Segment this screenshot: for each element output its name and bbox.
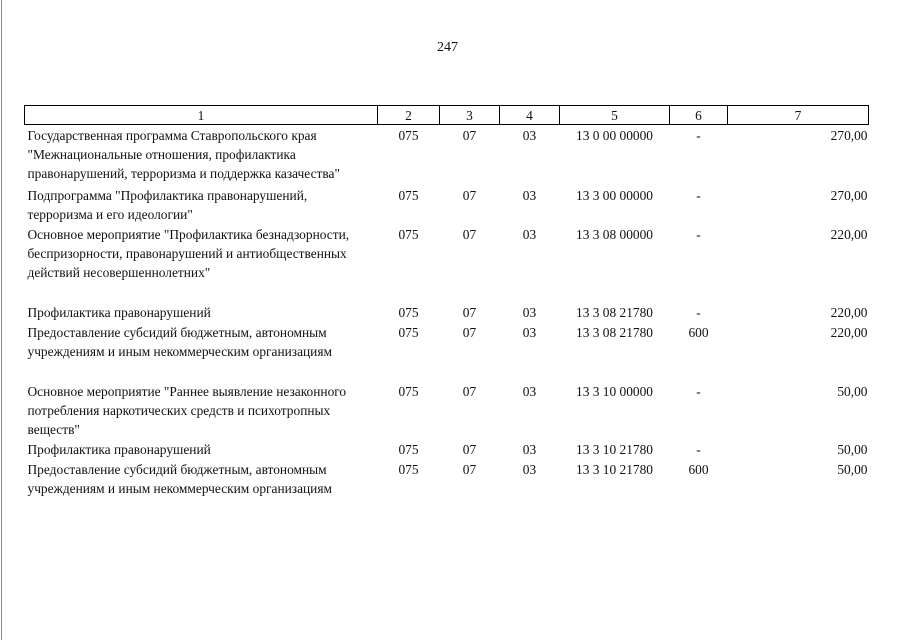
column-header-1: 1 [25,106,378,125]
row-col-4: 03 [522,462,537,477]
row-col-6: - [696,305,701,320]
row-name: Основное мероприятие "Профилактика безнадзорности, беспризорности, правонарушений и антиобщественных действий несовершеннолетних" [27,227,350,280]
table-row [25,381,869,439]
row-col-2: 075 [398,227,419,242]
row-col-6: - [696,384,701,399]
row-col-2: 075 [398,462,419,477]
row-col-4: 03 [522,188,537,203]
page-number: 247 [437,40,458,55]
row-col-5: 13 3 08 21780 [576,305,653,320]
row-col-2: 075 [398,442,419,457]
table-row [25,322,869,381]
column-header-2: 2 [378,106,440,125]
row-col-3: 07 [462,188,477,203]
table-body [25,125,869,499]
row-col-5: 13 3 10 21780 [576,442,653,457]
row-col-5: 13 0 00 00000 [576,128,653,143]
row-col-2: 075 [398,305,419,320]
row-name: Профилактика правонарушений [27,442,211,457]
column-header-7: 7 [728,106,869,125]
row-col-3: 07 [462,384,477,399]
table-row [25,224,869,302]
row-name: Предоставление субсидий бюджетным, автономным учреждениям и иным некоммерческим организациям [27,462,332,496]
header-row [25,106,869,125]
row-col-3: 07 [462,305,477,320]
column-header-3: 3 [440,106,500,125]
table-row [25,302,869,322]
row-col-3: 07 [462,442,477,457]
budget-table [24,105,869,498]
table-row [25,125,869,186]
row-col-5: 13 3 10 21780 [576,462,653,477]
row-col-6: 600 [688,462,709,477]
row-amount: 220,00 [830,227,868,242]
table-row [25,459,869,498]
row-col-4: 03 [522,305,537,320]
row-col-6: - [696,227,701,242]
row-col-4: 03 [522,128,537,143]
row-col-3: 07 [462,227,477,242]
row-col-4: 03 [522,227,537,242]
table-header [25,106,869,125]
row-col-2: 075 [398,188,419,203]
row-amount: 220,00 [830,305,868,320]
row-col-2: 075 [398,325,419,340]
row-col-4: 03 [522,384,537,399]
row-col-4: 03 [522,325,537,340]
row-name: Подпрограмма "Профилактика правонарушений, терроризма и его идеологии" [27,188,308,222]
row-col-3: 07 [462,462,477,477]
row-amount: 50,00 [837,384,868,399]
row-col-5: 13 3 08 00000 [576,227,653,242]
row-col-5: 13 3 10 00000 [576,384,653,399]
table-row [25,185,869,224]
row-col-6: - [696,188,701,203]
column-header-4: 4 [500,106,560,125]
row-amount: 270,00 [830,128,868,143]
row-col-3: 07 [462,128,477,143]
row-name: Основное мероприятие "Раннее выявление незаконного потребления наркотических средств и психотропных веществ" [27,384,347,437]
row-amount: 270,00 [830,188,868,203]
row-col-6: - [696,442,701,457]
row-col-3: 07 [462,325,477,340]
row-amount: 50,00 [837,442,868,457]
row-col-6: 600 [688,325,709,340]
row-name: Профилактика правонарушений [27,305,211,320]
row-col-6: - [696,128,701,143]
row-amount: 220,00 [830,325,868,340]
row-col-4: 03 [522,442,537,457]
row-col-2: 075 [398,128,419,143]
row-col-5: 13 3 00 00000 [576,188,653,203]
page-edge-line [1,0,2,640]
column-header-6: 6 [670,106,728,125]
row-col-5: 13 3 08 21780 [576,325,653,340]
column-header-5: 5 [560,106,670,125]
table-row [25,439,869,459]
row-amount: 50,00 [837,462,868,477]
row-col-2: 075 [398,384,419,399]
row-name: Государственная программа Ставропольского края "Межнациональные отношения, профилактика правонарушений, терроризма и поддержка казачества" [27,128,340,181]
row-name: Предоставление субсидий бюджетным, автономным учреждениям и иным некоммерческим организациям [27,325,332,359]
